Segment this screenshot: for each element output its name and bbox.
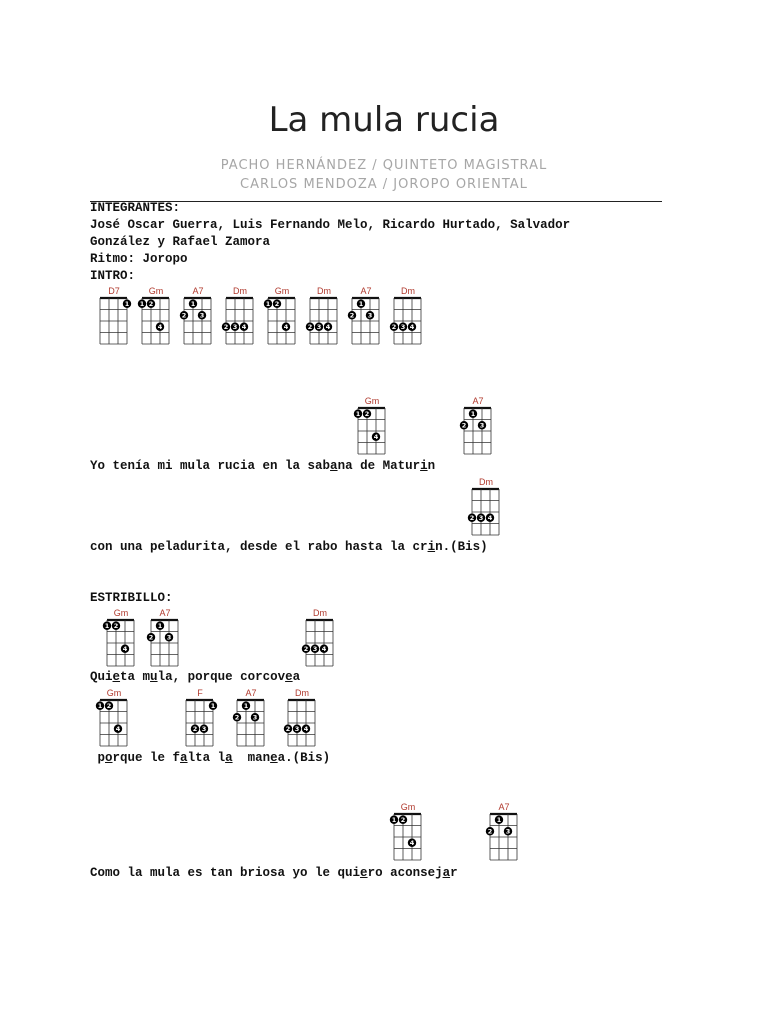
finger-number: 4 (157, 323, 163, 332)
finger-number: 2 (469, 514, 475, 523)
finger-number: 4 (122, 645, 128, 654)
chord-name-label: Dm (479, 477, 493, 487)
finger-number: 3 (166, 633, 172, 642)
chord-svg (223, 285, 257, 345)
chord-svg (97, 687, 131, 747)
chord-svg (234, 687, 268, 747)
chord-diagram-a7 (487, 801, 521, 861)
chord-name-label: Dm (295, 688, 309, 698)
finger-number: 2 (148, 300, 154, 309)
finger-number: 1 (210, 702, 216, 711)
finger-number: 3 (199, 311, 205, 320)
finger-number: 2 (487, 827, 493, 836)
chord-svg (139, 285, 173, 345)
finger-number: 3 (294, 725, 300, 734)
chord-diagram-gm (391, 801, 425, 861)
finger-number: 4 (487, 514, 493, 523)
chord-diagram-a7 (234, 687, 268, 747)
chord-name-label: Gm (400, 802, 416, 812)
chord-diagram-gm (104, 607, 138, 667)
ritmo-line: Ritmo: Joropo (90, 252, 188, 266)
chord-name-label: Gm (274, 286, 290, 296)
chord-diagram-f (183, 687, 217, 747)
song-subtitle-artists: PACHO HERNÁNDEZ / QUINTETO MAGISTRAL (220, 158, 548, 173)
finger-number: 3 (312, 645, 318, 654)
finger-number: 3 (479, 421, 485, 430)
chord-diagram-dm (391, 285, 425, 345)
finger-number: 1 (97, 702, 103, 711)
chord-name-label: Dm (317, 286, 331, 296)
chord-name-label: Gm (106, 688, 122, 698)
chord-svg (104, 607, 138, 667)
chord-name-label: Dm (313, 608, 327, 618)
chord-svg (148, 607, 182, 667)
estribillo-line-2: porque le falta la manea.(Bis) (90, 751, 331, 765)
finger-number: 2 (106, 702, 112, 711)
chord-name-label: A7 (159, 608, 171, 618)
chord-name-label: Gm (113, 608, 129, 618)
chord-svg (303, 607, 337, 667)
chord-svg (391, 801, 425, 861)
chord-diagram-dm (307, 285, 341, 345)
verse1-line-1: Yo tenía mi mula rucia en la sabana de Maturin (90, 459, 436, 473)
finger-number: 3 (400, 323, 406, 332)
finger-number: 1 (470, 410, 476, 419)
integrantes-line-1: José Oscar Guerra, Luis Fernando Melo, Ricardo Hurtado, Salvador (90, 218, 571, 232)
integrantes-line-2: González y Rafael Zamora (90, 235, 271, 249)
chord-svg (487, 801, 521, 861)
finger-number: 2 (148, 633, 154, 642)
chord-diagram-gm (139, 285, 173, 345)
chord-svg (97, 285, 131, 345)
intro-label: INTRO: (90, 269, 136, 283)
finger-number: 1 (358, 300, 364, 309)
finger-number: 1 (243, 702, 249, 711)
chord-svg (265, 285, 299, 345)
finger-number: 2 (113, 622, 119, 631)
chord-name-label: Gm (364, 396, 380, 406)
finger-number: 4 (115, 725, 121, 734)
finger-number: 1 (391, 816, 397, 825)
chord-diagram-gm (265, 285, 299, 345)
finger-number: 3 (505, 827, 511, 836)
finger-number: 2 (223, 323, 229, 332)
finger-number: 1 (190, 300, 196, 309)
finger-number: 4 (409, 323, 415, 332)
finger-number: 3 (478, 514, 484, 523)
finger-number: 1 (265, 300, 271, 309)
chord-diagram-a7 (181, 285, 215, 345)
chord-name-label: F (197, 688, 203, 698)
chord-name-label: Gm (148, 286, 164, 296)
integrantes-label: INTEGRANTES: (90, 201, 181, 215)
chord-svg (355, 395, 389, 455)
chord-diagram-dm (303, 607, 337, 667)
finger-number: 2 (461, 421, 467, 430)
chord-name-label: Dm (401, 286, 415, 296)
chord-name-label: A7 (192, 286, 204, 296)
song-subtitle-genre: CARLOS MENDOZA / JOROPO ORIENTAL (240, 177, 528, 192)
finger-number: 4 (283, 323, 289, 332)
finger-number: 1 (157, 622, 163, 631)
chord-svg (461, 395, 495, 455)
chord-name-label: A7 (245, 688, 257, 698)
finger-number: 2 (400, 816, 406, 825)
finger-number: 3 (232, 323, 238, 332)
chord-name-label: A7 (498, 802, 510, 812)
finger-number: 3 (316, 323, 322, 332)
finger-number: 2 (274, 300, 280, 309)
finger-number: 2 (285, 725, 291, 734)
chord-diagram-d7 (97, 285, 131, 345)
chord-svg (349, 285, 383, 345)
finger-number: 1 (139, 300, 145, 309)
finger-number: 4 (303, 725, 309, 734)
chord-diagram-gm (97, 687, 131, 747)
finger-number: 1 (355, 410, 361, 419)
finger-number: 2 (303, 645, 309, 654)
chord-svg (181, 285, 215, 345)
chord-diagram-dm (223, 285, 257, 345)
estribillo-line-1: Quieta mula, porque corcovea (90, 670, 301, 684)
chord-svg (285, 687, 319, 747)
finger-number: 3 (201, 725, 207, 734)
finger-number: 2 (391, 323, 397, 332)
finger-number: 2 (192, 725, 198, 734)
finger-number: 3 (367, 311, 373, 320)
chord-name-label: A7 (360, 286, 372, 296)
finger-number: 2 (234, 713, 240, 722)
finger-number: 2 (181, 311, 187, 320)
chord-diagram-dm (469, 476, 503, 536)
finger-number: 3 (252, 713, 258, 722)
chord-svg (469, 476, 503, 536)
chord-diagram-gm (355, 395, 389, 455)
song-title: La mula rucia (268, 100, 500, 140)
chord-svg (183, 687, 217, 747)
chord-svg (391, 285, 425, 345)
finger-number: 2 (349, 311, 355, 320)
chord-svg (307, 285, 341, 345)
chord-diagram-a7 (148, 607, 182, 667)
chord-name-label: Dm (233, 286, 247, 296)
chord-diagram-a7 (461, 395, 495, 455)
verse1-line-2: con una peladurita, desde el rabo hasta la crin.(Bis) (90, 540, 488, 554)
finger-number: 1 (496, 816, 502, 825)
verse2-line-1: Como la mula es tan briosa yo le quiero aconsejar (90, 866, 458, 880)
finger-number: 1 (124, 300, 130, 309)
finger-number: 4 (325, 323, 331, 332)
finger-number: 4 (409, 839, 415, 848)
chord-name-label: A7 (472, 396, 484, 406)
chord-diagram-a7 (349, 285, 383, 345)
finger-number: 4 (241, 323, 247, 332)
finger-number: 2 (364, 410, 370, 419)
finger-number: 1 (104, 622, 110, 631)
finger-number: 4 (321, 645, 327, 654)
chord-name-label: D7 (108, 286, 120, 296)
chord-diagram-dm (285, 687, 319, 747)
finger-number: 4 (373, 433, 379, 442)
estribillo-label: ESTRIBILLO: (90, 591, 173, 605)
finger-number: 2 (307, 323, 313, 332)
